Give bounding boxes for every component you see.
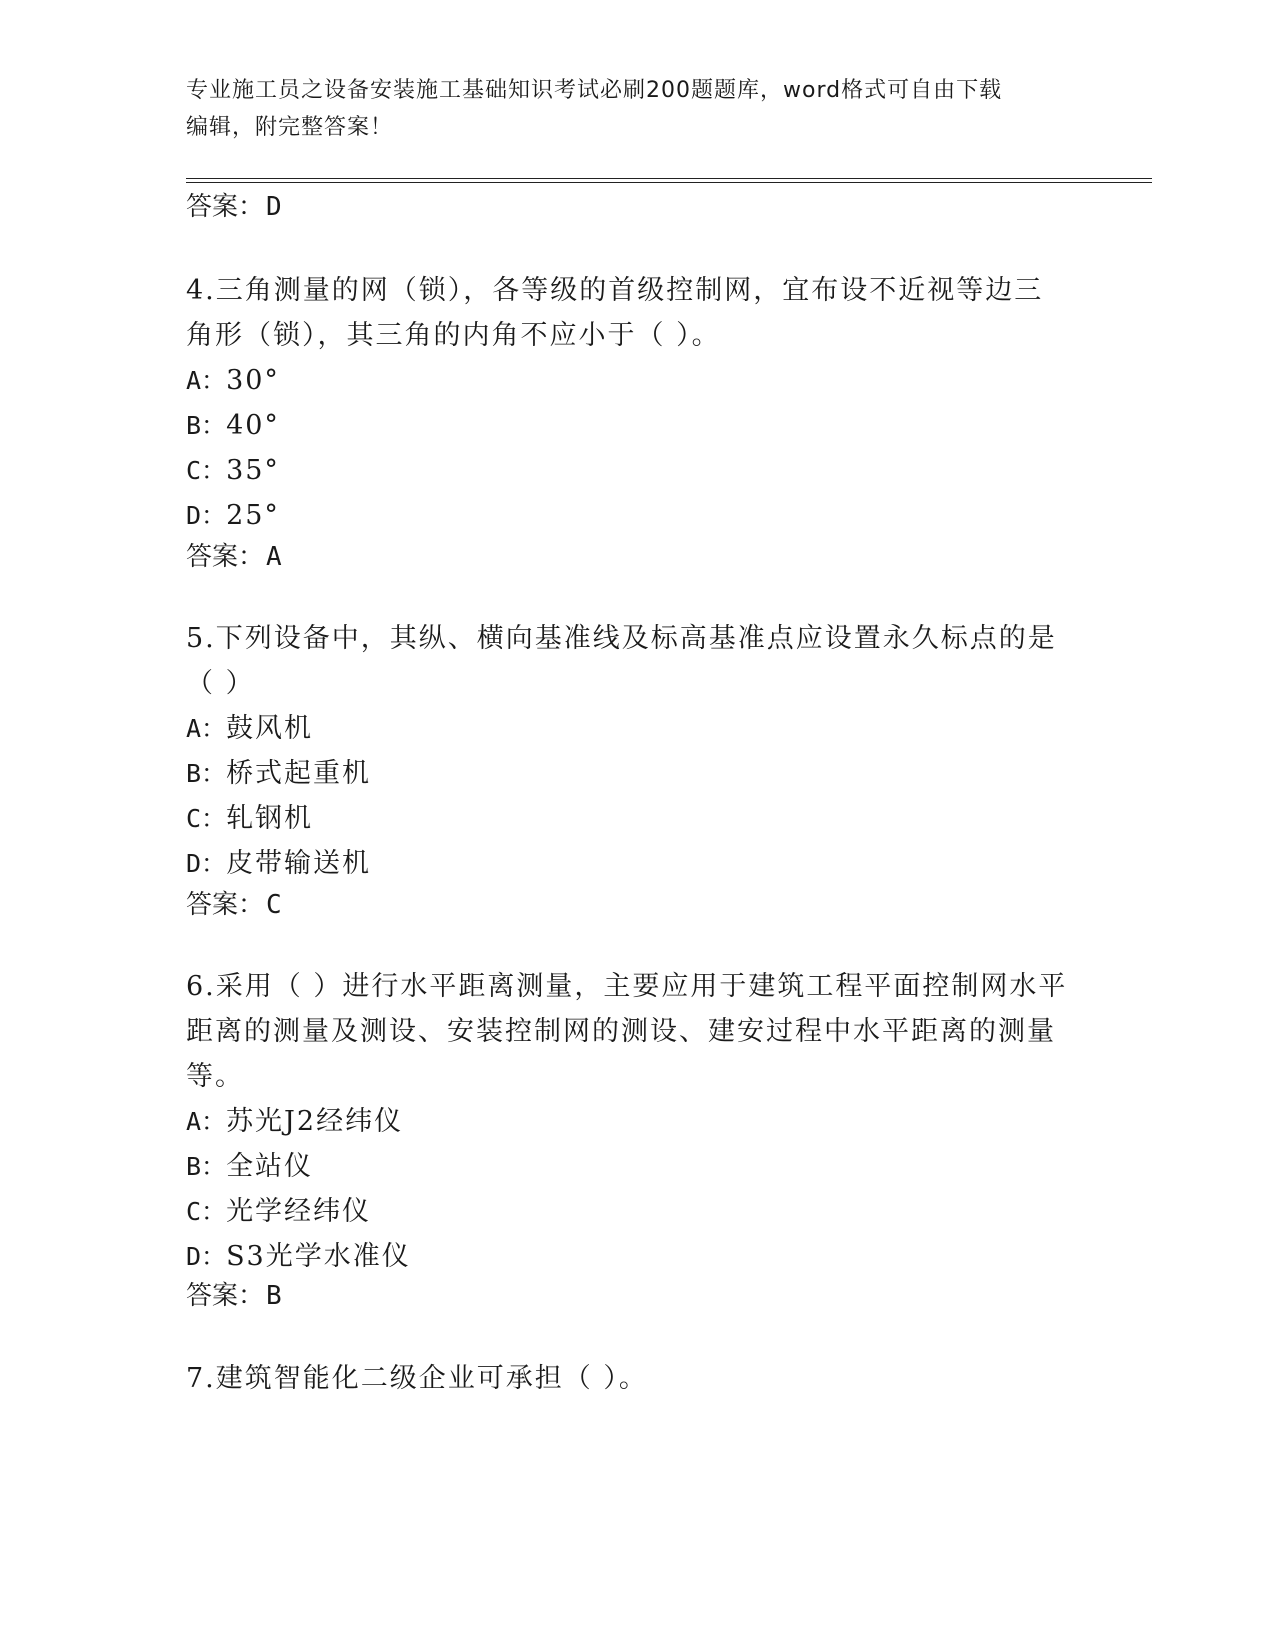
answer-value: A	[266, 542, 282, 572]
option-a	[186, 1099, 1086, 1144]
answer-label: 答案：	[186, 542, 265, 572]
header-title-line-2: 编辑，附完整答案！	[186, 115, 394, 140]
option-text: 轧钢机	[226, 803, 314, 834]
question-6	[186, 964, 1086, 1279]
question-stem-line: 距离的测量及测设、安装控制网的测设、建安过程中水平距离的测量	[186, 1016, 1056, 1047]
document-header	[186, 72, 1086, 146]
option-key: D：	[186, 1242, 227, 1271]
answer-question-5	[186, 888, 282, 922]
option-text: 30°	[226, 365, 280, 396]
option-key: D：	[186, 501, 227, 530]
question-stem-line: 4.三角测量的网（锁），各等级的首级控制网，宜布设不近视等边三	[186, 275, 1044, 306]
option-key: C：	[186, 456, 227, 485]
question-stem-line: 7.建筑智能化二级企业可承担（ ）。	[186, 1363, 648, 1394]
option-c	[186, 1189, 1086, 1234]
option-b	[186, 1144, 1086, 1189]
option-key: C：	[186, 804, 227, 833]
option-a	[186, 706, 1086, 751]
option-c	[186, 796, 1086, 841]
option-b	[186, 403, 1086, 448]
answer-label: 答案：	[186, 192, 265, 222]
option-key: A：	[186, 714, 227, 743]
question-stem-line: 等。	[186, 1061, 244, 1092]
option-text: 40°	[226, 410, 280, 441]
option-text: 皮带输送机	[226, 848, 372, 879]
option-d	[186, 493, 1086, 538]
option-d	[186, 1234, 1086, 1279]
answer-label: 答案：	[186, 890, 265, 920]
option-text: S3光学水准仪	[226, 1241, 411, 1272]
option-text: 光学经纬仪	[226, 1196, 372, 1227]
option-key: A：	[186, 1107, 227, 1136]
question-stem-line: 角形（锁），其三角的内角不应小于（ ）。	[186, 320, 721, 351]
option-text: 鼓风机	[226, 713, 314, 744]
question-stem-line: 6.采用（ ）进行水平距离测量，主要应用于建筑工程平面控制网水平	[186, 971, 1068, 1002]
option-text: 35°	[226, 455, 280, 486]
question-7	[186, 1356, 1086, 1401]
answer-value: D	[266, 192, 282, 222]
question-stem-line: （ ）	[186, 668, 255, 699]
question-stem-line: 5.下列设备中，其纵、横向基准线及标高基准点应设置永久标点的是	[186, 623, 1057, 654]
option-d	[186, 841, 1086, 886]
option-key: D：	[186, 849, 227, 878]
answer-value: B	[266, 1281, 282, 1311]
answer-question-6	[186, 1279, 282, 1313]
option-key: B：	[186, 1152, 227, 1181]
option-key: B：	[186, 759, 227, 788]
option-b	[186, 751, 1086, 796]
option-text: 桥式起重机	[226, 758, 372, 789]
answer-value: C	[266, 890, 282, 920]
answer-label: 答案：	[186, 1281, 265, 1311]
option-text: 苏光J2经纬仪	[226, 1106, 404, 1137]
question-4	[186, 268, 1086, 538]
option-text: 25°	[226, 500, 280, 531]
header-title-line-1: 专业施工员之设备安装施工基础知识考试必刷200题题库，word格式可自由下载	[186, 78, 1003, 103]
option-key: B：	[186, 411, 227, 440]
header-divider	[186, 178, 1152, 183]
option-text: 全站仪	[226, 1151, 314, 1182]
option-key: C：	[186, 1197, 227, 1226]
answer-previous	[186, 190, 282, 224]
option-c	[186, 448, 1086, 493]
option-a	[186, 358, 1086, 403]
answer-question-4	[186, 540, 282, 574]
question-5	[186, 616, 1086, 886]
option-key: A：	[186, 366, 227, 395]
